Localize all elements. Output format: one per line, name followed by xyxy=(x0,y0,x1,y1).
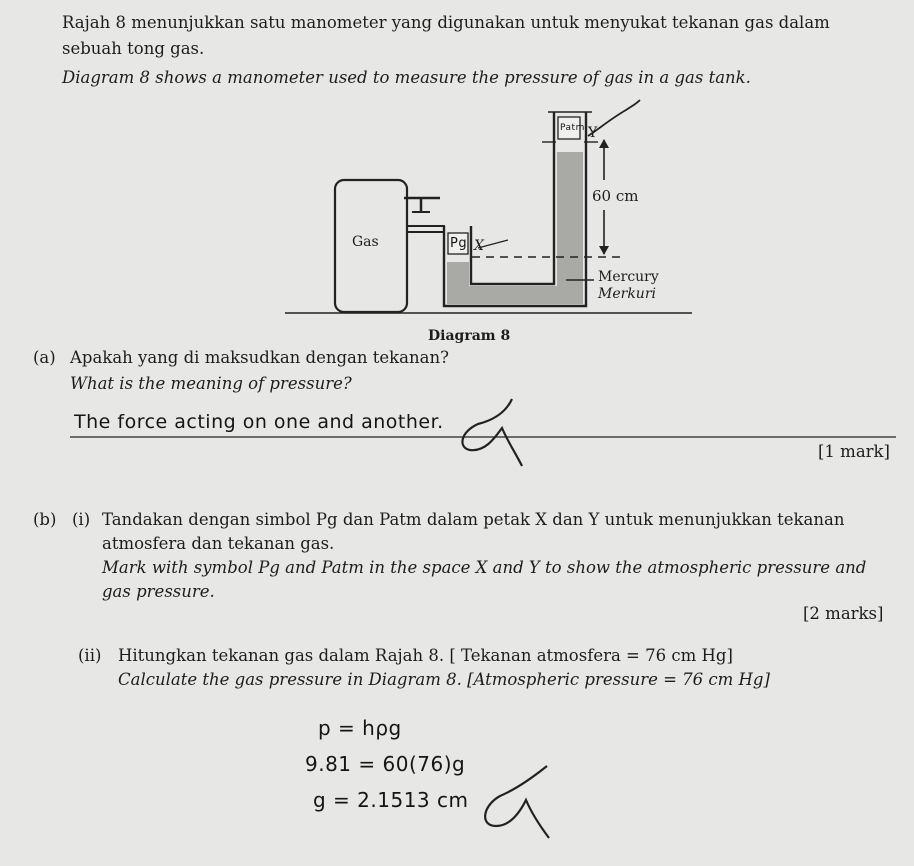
intro-malay-line1: Rajah 8 menunjukkan satu manometer yang digunakan untuk menyukat tekanan gas dalam xyxy=(62,13,830,32)
qbi-malay-line2: atmosfera dan tekanan gas. xyxy=(102,534,335,553)
merkuri-label: Merkuri xyxy=(598,286,656,302)
qa-number: (a) xyxy=(33,348,56,367)
gas-label: Gas xyxy=(352,234,379,250)
qbi-marks: [2 marks] xyxy=(803,604,884,623)
qa-english: What is the meaning of pressure? xyxy=(70,374,352,393)
qbii-malay: Hitungkan tekanan gas dalam Rajah 8. [ Tekanan atmosfera = 76 cm Hg] xyxy=(118,646,733,665)
qb-number: (b) xyxy=(33,510,57,529)
qbii-number: (ii) xyxy=(78,646,102,665)
qa-answer: The force acting on one and another. xyxy=(74,411,444,433)
mercury-label: Mercury xyxy=(598,269,659,285)
qa-malay: Apakah yang di maksudkan dengan tekanan? xyxy=(70,348,449,367)
height-label: 60 cm xyxy=(592,187,639,205)
mercury-right xyxy=(557,152,583,292)
diagram-caption: Diagram 8 xyxy=(428,328,511,344)
qbii-english: Calculate the gas pressure in Diagram 8. [Atmospheric pressure = 76 cm Hg] xyxy=(118,670,770,689)
box-x-mark: Pg xyxy=(450,236,468,251)
intro-english: Diagram 8 shows a manometer used to measure the pressure of gas in a gas tank. xyxy=(62,68,751,87)
x-label: X xyxy=(474,238,484,254)
cross-mark-a xyxy=(462,399,522,466)
cross-mark-b xyxy=(485,766,549,838)
working-line-2: 9.81 = 60(76)g xyxy=(305,752,466,776)
box-y-mark: Patm xyxy=(560,123,585,133)
y-label: Y xyxy=(588,125,598,141)
qbi-malay-line1: Tandakan dengan simbol Pg dan Patm dalam petak X dan Y untuk menunjukkan tekanan xyxy=(102,510,845,529)
qbi-english-line1: Mark with symbol Pg and Patm in the space X and Y to show the atmospheric pressure and xyxy=(102,558,867,577)
intro-malay-line2: sebuah tong gas. xyxy=(62,39,205,58)
qa-marks: [1 mark] xyxy=(818,442,890,461)
working-line-1: p = hρg xyxy=(318,716,402,740)
qbi-english-line2: gas pressure. xyxy=(102,582,215,601)
working-line-3: g = 2.1513 cm xyxy=(313,788,469,812)
qbi-number: (i) xyxy=(72,510,91,529)
